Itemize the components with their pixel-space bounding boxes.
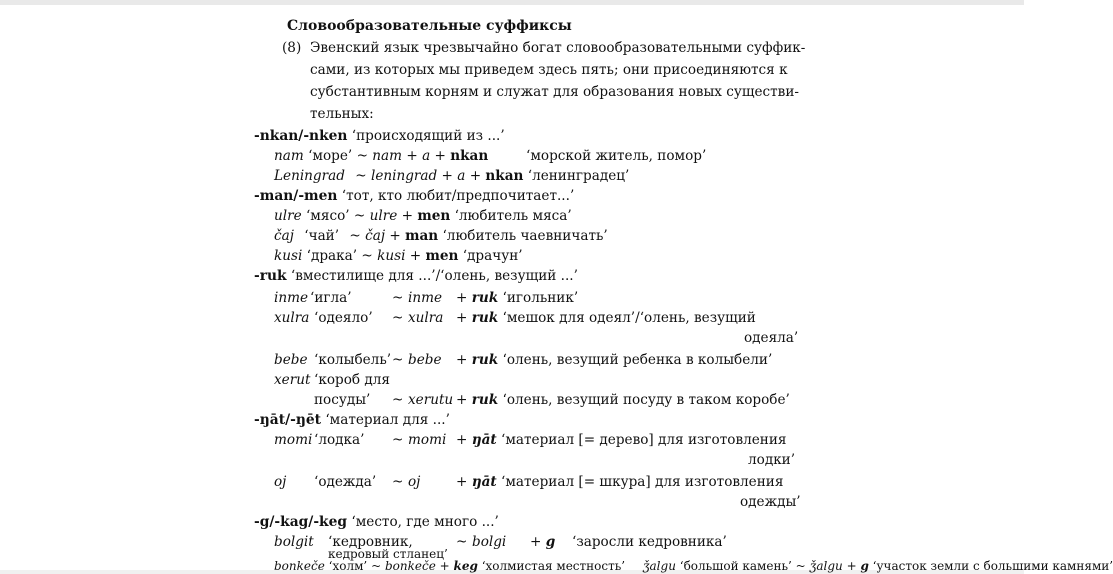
- derivation: bolgi: [472, 534, 507, 550]
- plus-suffix: [456, 310, 756, 326]
- root-meaning: ‘холм’: [328, 559, 368, 573]
- plus-suffix: [456, 474, 783, 490]
- root-meaning: ‘мясо’: [305, 208, 350, 224]
- result-continuation: одежды’: [740, 494, 801, 510]
- tilde: ~: [392, 290, 404, 306]
- derivation: xulra: [408, 310, 444, 326]
- root-word: bonkeče: [274, 559, 325, 573]
- tilde: ~: [392, 474, 404, 490]
- root-word: čaj: [274, 228, 294, 244]
- root-meaning: ‘одеяло’: [314, 310, 373, 326]
- result-meaning: ‘материал [= дерево] для изготовления: [501, 432, 787, 448]
- suffix-form: ruk: [471, 352, 499, 368]
- plus-suffix: [456, 392, 790, 408]
- plus-sign: +: [456, 474, 468, 490]
- result-meaning: ‘ленинградец’: [527, 168, 630, 184]
- example-row: [274, 208, 572, 224]
- derivation: bonkeče: [384, 559, 436, 573]
- suffix-label: -ruk: [254, 268, 287, 284]
- tilde: ~: [349, 228, 361, 244]
- suffix-gloss: ‘происходящий из ...’: [351, 128, 505, 144]
- suffix-form: men: [417, 208, 451, 224]
- plus-sign: +: [846, 559, 857, 573]
- root-meaning: ‘море’: [308, 148, 353, 164]
- example-row: [274, 560, 1113, 572]
- tilde: ~: [795, 559, 806, 573]
- result-meaning: ‘драчун’: [462, 248, 523, 264]
- root-meaning: ‘чай’: [304, 228, 340, 244]
- plus-suffix: [456, 432, 786, 448]
- suffix-form: g: [545, 534, 556, 550]
- suffix-form: men: [425, 248, 459, 264]
- derivation: ulre +: [369, 208, 418, 224]
- derivation: oj: [408, 474, 421, 490]
- root-word: xerut: [274, 372, 311, 388]
- result-meaning: ‘любитель чаевничать’: [442, 228, 608, 244]
- plus-sign: +: [439, 559, 450, 573]
- suffix-form: ŋāt: [471, 474, 497, 490]
- root-word: Leningrad: [274, 168, 345, 184]
- derivation: kusi +: [377, 248, 426, 264]
- tilde: ~: [371, 559, 382, 573]
- result-meaning: ‘материал [= шкура] для изготовления: [501, 474, 784, 490]
- result-continuation: одеяла’: [744, 330, 799, 346]
- intro-line: Эвенский язык чрезвычайно богат словообразовательными суффик-: [310, 40, 806, 56]
- intro-number: (8): [282, 40, 302, 56]
- derivation: leningrad + a +: [370, 168, 486, 184]
- section-header: [254, 268, 578, 284]
- result-meaning: ‘участок земли с большими: [872, 559, 1049, 573]
- suffix-gloss: ‘место, где много ...’: [351, 514, 499, 530]
- suffix-form: keg: [453, 559, 478, 573]
- plus-suffix: [530, 534, 555, 550]
- result-meaning: ‘заросли кедровника’: [572, 534, 727, 550]
- tilde: ~: [355, 168, 367, 184]
- root-meaning: ‘большой камень’: [679, 559, 792, 573]
- result-meaning: ‘любитель мяса’: [454, 208, 572, 224]
- result-continuation: лодки’: [748, 452, 796, 468]
- root-word: nam: [274, 148, 304, 164]
- tilde: ~: [392, 392, 404, 408]
- plus-suffix: [456, 352, 772, 368]
- suffix-form: ruk: [471, 392, 499, 408]
- suffix-form: ruk: [471, 310, 499, 326]
- result-meaning: ‘олень, везущий ребенка в колыбели’: [502, 352, 773, 368]
- suffix-form: nkan: [485, 168, 524, 184]
- root-meaning-cont-visible: кедровый стланец’: [328, 547, 448, 561]
- derivation: xerutu: [408, 392, 454, 408]
- root-meaning: ‘колыбель’: [314, 352, 392, 368]
- tilde: ~: [392, 310, 404, 326]
- suffix-form: man: [405, 228, 439, 244]
- root-meaning: ‘лодка’: [314, 432, 365, 448]
- example-row: [274, 228, 608, 244]
- root-word: oj: [274, 474, 287, 490]
- derivation: čaj +: [365, 228, 406, 244]
- root-meaning: ‘игла’: [310, 290, 352, 306]
- suffix-label: -ŋāt/-ŋēt: [254, 412, 322, 428]
- suffix-gloss: ‘материал для ...’: [325, 412, 450, 428]
- suffix-form: ruk: [471, 290, 499, 306]
- result-meaning: ‘морской житель, помор’: [526, 148, 707, 164]
- root-word: bolgit: [274, 534, 314, 550]
- plus-sign: +: [456, 290, 468, 306]
- intro-line: тельных:: [310, 106, 374, 122]
- root-meaning: ‘короб для: [314, 372, 390, 388]
- result-meaning: ‘игольник’: [502, 290, 579, 306]
- derivation: ǯalgu: [809, 559, 843, 573]
- suffix-form: ŋāt: [471, 432, 497, 448]
- derivation: nam + a +: [372, 148, 451, 164]
- root-meaning: ‘одежда’: [314, 474, 377, 490]
- derivation: momi: [408, 432, 447, 448]
- suffix-form: nkan: [450, 148, 489, 164]
- plus-sign: +: [456, 310, 468, 326]
- tilde: ~: [392, 352, 404, 368]
- plus-sign: +: [456, 432, 468, 448]
- result-meaning: ‘холмистая местность’: [481, 559, 626, 573]
- root-word: bebe: [274, 352, 308, 368]
- suffix-label: -man/-men: [254, 188, 338, 204]
- result-meaning: ‘мешок для одеял’/‘олень, везущий: [502, 310, 756, 326]
- section-header: [254, 188, 574, 204]
- root-meaning: ‘драка’: [306, 248, 358, 264]
- intro-line: субстантивным корням и служат для образования новых существи-: [310, 84, 799, 100]
- example-row: [274, 148, 488, 164]
- root-meaning: ‘кедровник,: [328, 534, 413, 550]
- root-word: ulre: [274, 208, 302, 224]
- suffix-label: -g/-kag/-keg: [254, 514, 348, 530]
- suffix-gloss: ‘тот, кто любит/предпочитает...’: [341, 188, 575, 204]
- root-word: inme: [274, 290, 309, 306]
- tilde: ~: [456, 534, 468, 550]
- root-word: momi: [274, 432, 313, 448]
- section-header: [254, 128, 505, 144]
- example-row: [274, 168, 629, 184]
- intro-line: сами, из которых мы приведем здесь пять; они присоединяются к: [310, 62, 788, 78]
- plus-sign: +: [456, 392, 468, 408]
- page-title: Словообразовательные суффиксы: [287, 18, 572, 34]
- tilde: ~: [361, 248, 373, 264]
- root-word: xulra: [274, 310, 310, 326]
- result-continuation: камнями’: [1052, 559, 1113, 573]
- suffix-form: g: [860, 559, 869, 573]
- tilde: ~: [353, 208, 366, 224]
- result-meaning: ‘олень, везущий посуду в таком коробе’: [502, 392, 790, 408]
- section-header: [254, 412, 450, 428]
- plus-suffix: [456, 290, 578, 306]
- plus-sign: +: [456, 352, 468, 368]
- example-row: [274, 248, 523, 264]
- plus-sign: +: [530, 534, 542, 550]
- tilde: ~: [392, 432, 404, 448]
- root-meaning-cont: посуды’: [314, 392, 371, 408]
- root-word: kusi: [274, 248, 303, 264]
- suffix-label: -nkan/-nken: [254, 128, 348, 144]
- derivation: bebe: [408, 352, 442, 368]
- tilde: ~: [356, 148, 368, 164]
- suffix-gloss: ‘вместилище для ...’/‘олень, везущий ...’: [290, 268, 578, 284]
- derivation: inme: [408, 290, 443, 306]
- section-header: [254, 514, 499, 530]
- root-word: ǯalgu: [642, 559, 676, 573]
